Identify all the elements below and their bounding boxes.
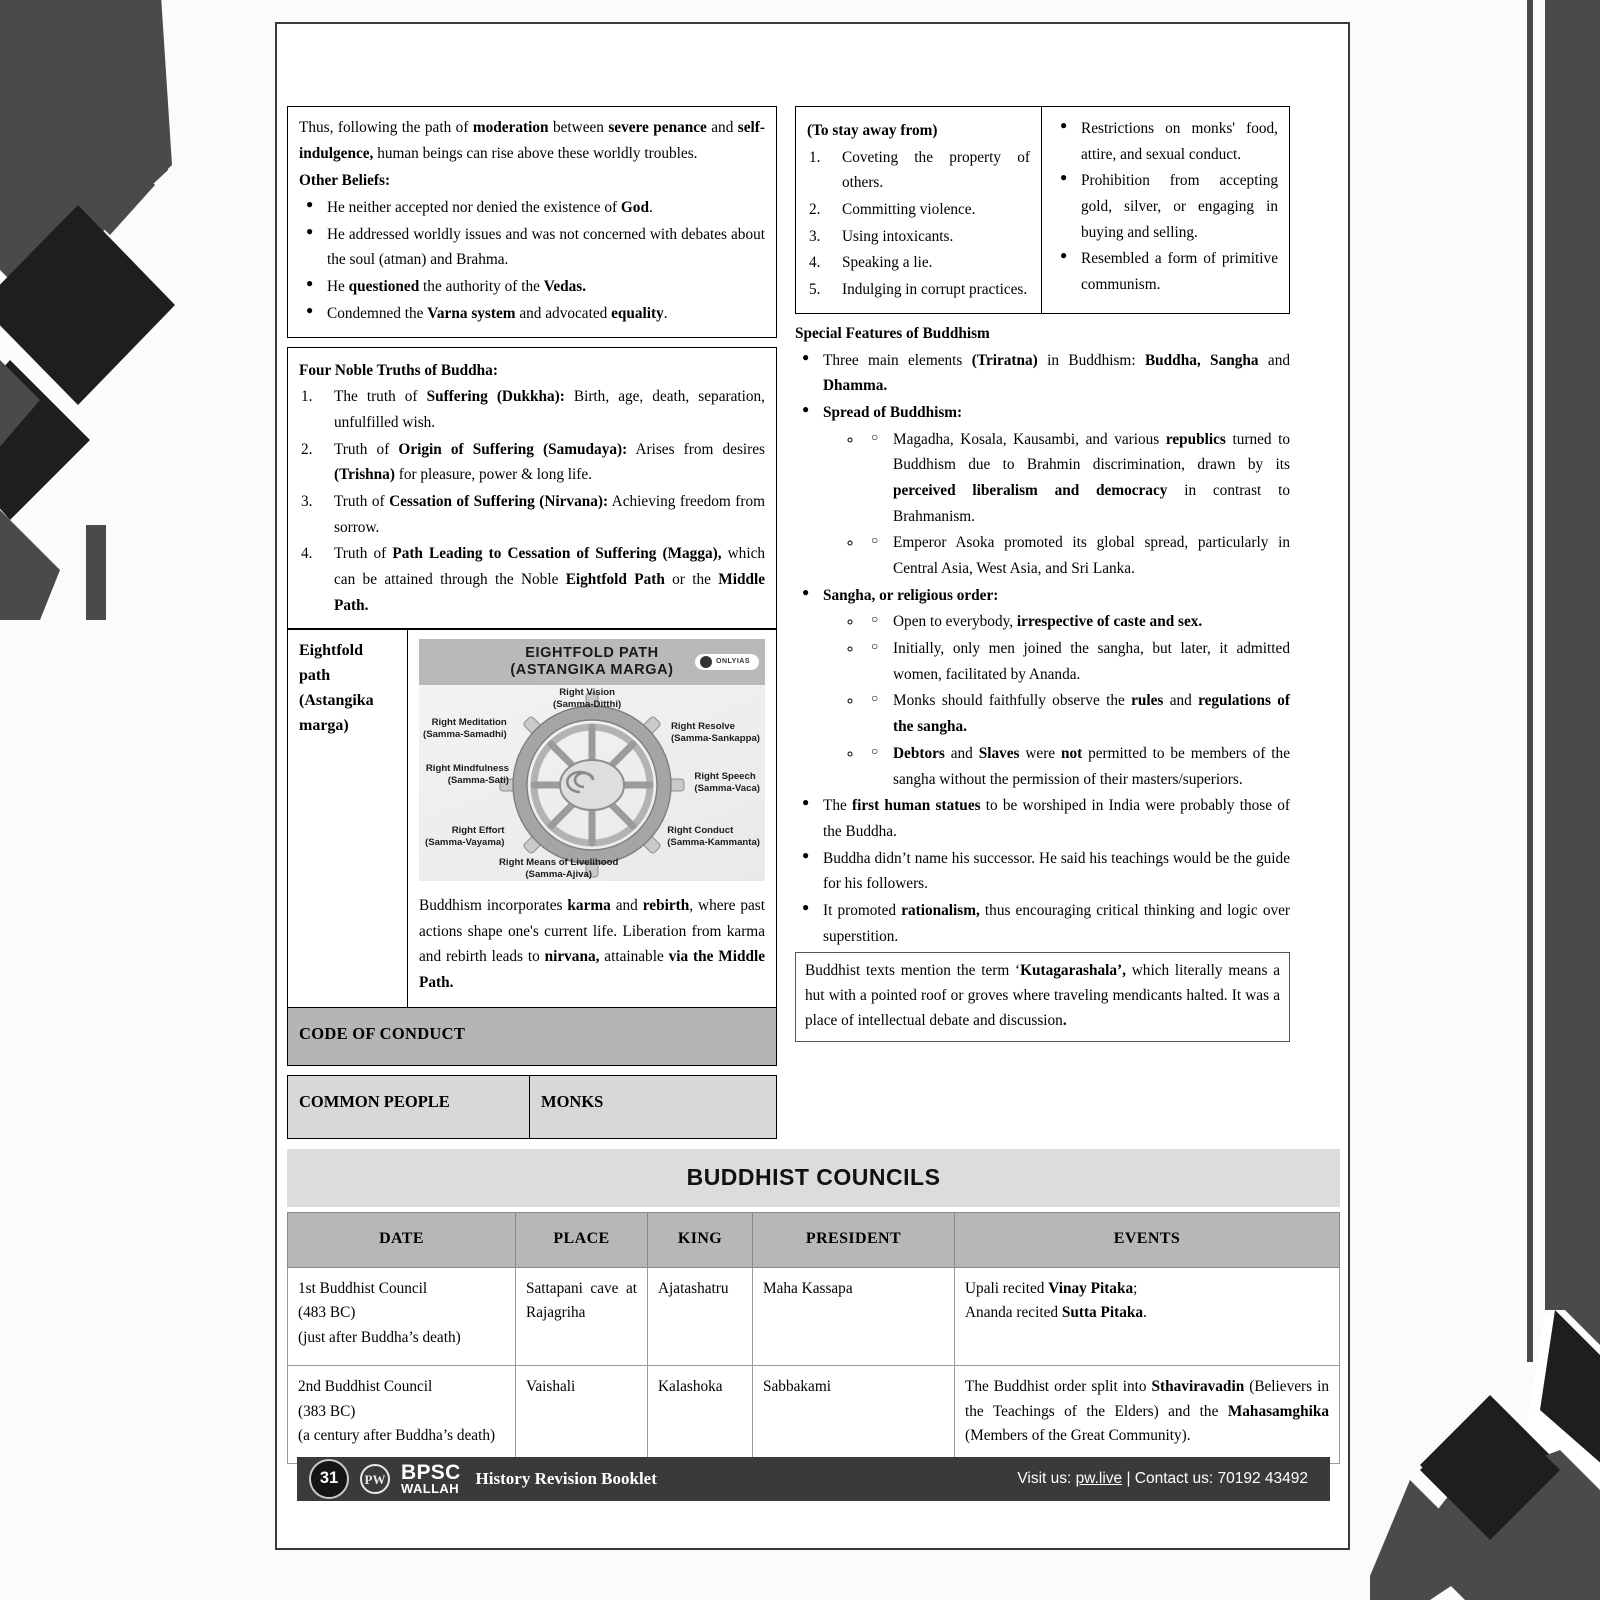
- pw-logo-icon: PW: [360, 1464, 390, 1494]
- list-item: ● He addressed worldly issues and was not concerned with debates about the soul (atman) and Brahma.: [299, 222, 765, 273]
- page-footer: [297, 1457, 1330, 1501]
- split-row: [796, 107, 1289, 313]
- wheel-label-right-conduct: [667, 825, 760, 849]
- brand-bpsc-wallah: [401, 1463, 461, 1494]
- column-header-events: EVENTS: [955, 1212, 1340, 1267]
- label-name: Right Mindfulness: [425, 762, 509, 774]
- kutagarashala-note-box: [795, 952, 1290, 1042]
- item-number: 2.: [301, 440, 313, 458]
- other-beliefs-list: [299, 195, 765, 326]
- intro-beliefs-box: [287, 106, 777, 338]
- table-header-row: [288, 1212, 1340, 1267]
- list-item: [795, 400, 1290, 582]
- cell-events: Upali recited Vinay Pitaka; Ananda recited Sutta Pitaka.: [955, 1267, 1340, 1365]
- cell-place: Sattapani cave at Rajagriha: [516, 1267, 648, 1365]
- diagram-title-band: [419, 639, 765, 684]
- spread-of-buddhism-heading: Spread of Buddhism:: [823, 403, 963, 421]
- councils-title-band: BUDDHIST COUNCILS: [287, 1149, 1340, 1207]
- two-column-layout: [287, 106, 1340, 1139]
- item-number: 3.: [809, 227, 821, 245]
- list-item: ● Resembled a form of primitive communism.: [1053, 246, 1278, 297]
- councils-table: [287, 1212, 1340, 1464]
- list-item: ● He questioned the authority of the Vedas.: [299, 274, 765, 300]
- wheel-label-right-effort: [425, 825, 504, 849]
- four-noble-truths-list: [299, 384, 765, 618]
- item-text: Using intoxicants.: [842, 227, 954, 245]
- label-name: Right Conduct: [667, 824, 734, 836]
- cell-king: Ajatashatru: [648, 1267, 753, 1365]
- list-item: 3. Truth of Cessation of Suffering (Nirvana): Achieving freedom from sorrow.: [299, 489, 765, 540]
- brand-line-1: BPSC: [401, 1461, 461, 1485]
- list-item: ● Condemned the Varna system and advocated equality.: [299, 301, 765, 327]
- label-pali: (Samma-Ditthi): [553, 698, 622, 710]
- item-text: Indulging in corrupt practices.: [842, 281, 1028, 299]
- column-header-president: PRESIDENT: [753, 1212, 955, 1267]
- list-item: ● He neither accepted nor denied the existence of God.: [299, 195, 765, 221]
- stay-away-restrictions-box: [795, 106, 1290, 314]
- sangha-heading: Sangha, or religious order:: [823, 586, 999, 604]
- table-row: [288, 1267, 1340, 1365]
- list-item: [807, 224, 1030, 250]
- cell-date: 2nd Buddhist Council (383 BC) (a century after Buddha’s death): [288, 1365, 516, 1463]
- list-item: ● It promoted rationalism, thus encouraging critical thinking and logic over superstition.: [795, 898, 1290, 949]
- list-item: ○ ◦ Emperor Asoka promoted its global spread, particularly in Central Asia, West Asia, and Sri Lanka.: [863, 530, 1290, 581]
- left-column: [287, 106, 777, 1139]
- label-pali: (Samma-Sati): [447, 774, 509, 786]
- label-pali: (Samma-Samadhi): [423, 728, 507, 740]
- label-name: Right Speech: [694, 770, 756, 782]
- dharma-wheel-area: [419, 685, 765, 881]
- contact-text: | Contact us: 70192 43492: [1122, 1469, 1308, 1487]
- label-name: Right Vision: [559, 686, 616, 698]
- list-item: ● The first human statues to be worshiped in India were probably those of the Buddha.: [795, 793, 1290, 844]
- item-text: Committing violence.: [842, 201, 976, 219]
- item-number: 4.: [809, 254, 821, 272]
- label-pali: (Samma-Kammanta): [667, 836, 760, 848]
- brand-line-2: WALLAH: [401, 1480, 459, 1496]
- monk-restrictions-cell: [1042, 107, 1289, 313]
- label-pali: (Samma-Vaca): [694, 782, 760, 794]
- item-number: 5.: [809, 281, 821, 299]
- column-header-place: PLACE: [516, 1212, 648, 1267]
- wheel-label-right-meditation: [423, 717, 507, 741]
- special-features-heading: Special Features of Buddhism: [795, 324, 990, 342]
- karma-rebirth-paragraph: Buddhism incorporates karma and rebirth, where past actions shape one's current life. Liberation from karma and rebirth leads to nirvana, attainable via the Middle Path.: [419, 896, 765, 991]
- wheel-label-right-speech: [694, 771, 760, 795]
- cell-king: Kalashoka: [648, 1365, 753, 1463]
- label-name: Right Effort: [451, 824, 505, 836]
- list-item: [807, 250, 1030, 276]
- list-item: ○ ◦ Initially, only men joined the sangha, but later, it admitted women, facilitated by Ananda.: [863, 636, 1290, 687]
- list-item: ○ ◦ Open to everybody, irrespective of caste and sex.: [863, 609, 1290, 635]
- label-name: Right Means of Livelihood: [499, 856, 619, 868]
- watermark-badge: [695, 654, 759, 670]
- code-of-conduct-row: [287, 1075, 777, 1139]
- coc-common-people-cell: COMMON PEOPLE: [287, 1075, 530, 1139]
- list-item: ○ ◦ Debtors and Slaves were not permitted to be members of the sangha without the permission of their masters/superiors.: [863, 741, 1290, 792]
- cell-president: Maha Kassapa: [753, 1267, 955, 1365]
- spread-sublist: [823, 427, 1290, 582]
- list-item: [807, 277, 1030, 303]
- cell-date: 1st Buddhist Council (483 BC) (just after Buddha’s death): [288, 1267, 516, 1365]
- stay-away-heading: (To stay away from): [807, 122, 938, 139]
- wheel-label-right-mindfulness: [425, 763, 509, 787]
- buddhist-councils-section: [287, 1149, 1340, 1464]
- page-sheet: [275, 22, 1350, 1550]
- column-header-king: KING: [648, 1212, 753, 1267]
- wheel-label-right-vision: [553, 687, 621, 711]
- eightfold-path-table: [287, 629, 777, 1007]
- watermark-label: ONLYIAS: [716, 658, 750, 666]
- decorative-corner-bottom-right: [1370, 1180, 1600, 1600]
- decorative-corner-top-left: [0, 0, 300, 620]
- list-item: ● Prohibition from accepting gold, silver, or engaging in buying and selling.: [1053, 168, 1278, 245]
- decorative-right-stripes: [1370, 0, 1600, 1600]
- cell-place: Vaishali: [516, 1365, 648, 1463]
- footer-left: [309, 1459, 657, 1499]
- label-name: Right Meditation: [431, 716, 507, 728]
- list-item: [795, 583, 1290, 793]
- list-item: ○ ◦ Magadha, Kosala, Kausambi, and various republics turned to Buddhism due to Brahmin discrimination, drawn by its perceived liberalism and democracy in contrast to Brahmanism.: [863, 427, 1290, 530]
- kutagarashala-note-text: Buddhist texts mention the term ‘Kutagarashala’, which literally means a hut with a pointed roof or groves where traveling mendicants halted. It was a place of intellectual debate and discussion.: [805, 962, 1280, 1030]
- right-column: [795, 106, 1290, 1042]
- list-item: [807, 145, 1030, 196]
- wheel-label-right-livelihood: [499, 857, 618, 881]
- coc-monks-cell: MONKS: [530, 1075, 777, 1139]
- list-item: [807, 197, 1030, 223]
- label-pali: (Samma-Vayama): [425, 836, 505, 848]
- diagram-title-line2: (ASTANGIKA MARGA): [510, 661, 674, 678]
- footer-right: [1017, 1466, 1308, 1492]
- item-number: 3.: [301, 492, 313, 510]
- item-text: Coveting the property of others.: [842, 148, 1030, 192]
- stay-away-cell: [796, 107, 1042, 313]
- list-item: ● Restrictions on monks' food, attire, and sexual conduct.: [1053, 116, 1278, 167]
- eightfold-content-cell: [408, 630, 777, 1007]
- item-text: Speaking a lie.: [842, 254, 933, 272]
- item-number: 1.: [301, 388, 313, 406]
- list-item: 4. Truth of Path Leading to Cessation of Suffering (Magga), which can be attained through the Noble Eightfold Path or the Middle Path.: [299, 541, 765, 618]
- page-number-badge: 31: [309, 1459, 349, 1499]
- special-features-section: [795, 321, 1290, 950]
- pw-live-link[interactable]: pw.live: [1075, 1469, 1123, 1487]
- four-noble-truths-heading: Four Noble Truths of Buddha:: [299, 361, 498, 379]
- intro-paragraph: Thus, following the path of moderation between severe penance and self-indulgence, human beings can rise above these worldly troubles.: [299, 119, 765, 162]
- sangha-sublist: [823, 609, 1290, 792]
- diagram-title-line1: EIGHTFOLD PATH: [525, 645, 659, 662]
- label-pali: (Samma-Ajiva): [525, 868, 593, 880]
- cell-president: Sabbakami: [753, 1365, 955, 1463]
- list-item: 1. The truth of Suffering (Dukkha): Birth, age, death, separation, unfulfilled wish.: [299, 384, 765, 435]
- column-header-date: DATE: [288, 1212, 516, 1267]
- item-number: 2.: [809, 201, 821, 219]
- cell-events: The Buddhist order split into Sthaviravadin (Believers in the Teachings of the Elders) and the Mahasamghika (Members of the Great Community).: [955, 1365, 1340, 1463]
- list-item: ● Three main elements (Triratna) in Buddhism: Buddha, Sangha and Dhamma.: [795, 348, 1290, 399]
- table-row: [288, 630, 777, 1007]
- code-of-conduct-header: CODE OF CONDUCT: [287, 1008, 777, 1067]
- eightfold-path-diagram: [419, 639, 765, 880]
- list-item: ○ ◦ Monks should faithfully observe the rules and regulations of the sangha.: [863, 688, 1290, 739]
- special-features-list: [795, 348, 1290, 950]
- table-row: [288, 1365, 1340, 1463]
- page-content: [287, 106, 1340, 1536]
- label-pali: (Samma-Sankappa): [670, 732, 760, 744]
- item-number: 4.: [301, 545, 313, 563]
- monk-restrictions-list: [1053, 116, 1278, 298]
- eightfold-row-label: Eightfold path (Astangika marga): [288, 630, 408, 1007]
- four-noble-truths-box: [287, 347, 777, 630]
- globe-icon: [700, 656, 712, 668]
- stay-away-list: [807, 145, 1030, 303]
- label-name: Right Resolve: [670, 720, 735, 732]
- booklet-title: History Revision Booklet: [475, 1468, 657, 1488]
- visit-prefix: Visit us:: [1017, 1469, 1076, 1487]
- list-item: ● Buddha didn’t name his successor. He said his teachings would be the guide for his followers.: [795, 846, 1290, 897]
- wheel-label-right-resolve: [671, 721, 760, 745]
- other-beliefs-heading: Other Beliefs:: [299, 172, 391, 190]
- list-item: 2. Truth of Origin of Suffering (Samudaya): Arises from desires (Trishna) for pleasure, power & long life.: [299, 437, 765, 488]
- item-number: 1.: [809, 148, 821, 166]
